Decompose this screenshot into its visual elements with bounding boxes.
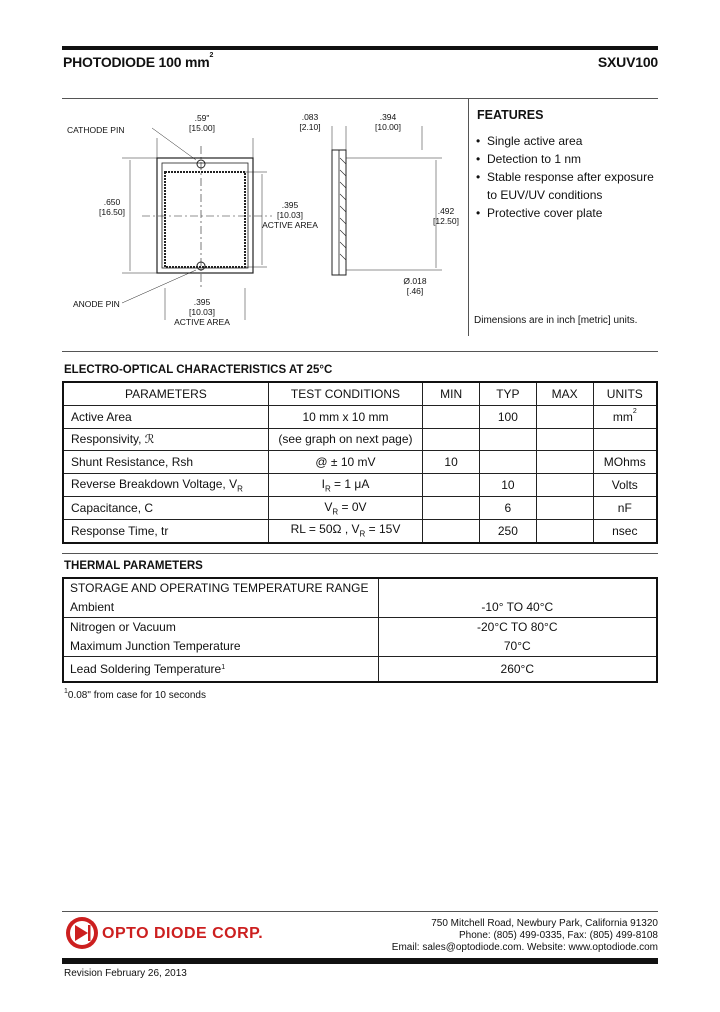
address: 750 Mitchell Road, Newbury Park, California 91320	[431, 918, 658, 929]
table-row: Nitrogen or Vacuum Maximum Junction Temperature -20°C TO 80°C 70°C	[63, 618, 657, 657]
divider	[62, 911, 658, 912]
col-header: TEST CONDITIONS	[268, 382, 423, 405]
active-area-outline	[165, 172, 245, 267]
table-row: Response Time, tr RL = 50Ω , $V_R = 15V$ 250 nsec	[63, 519, 657, 542]
feature-item: • Stable response after exposure to EUV/UV conditions	[476, 168, 667, 204]
part-number: SXUV100	[597, 54, 658, 70]
table-row: Responsivity, ℛ (see graph on next page)	[63, 428, 657, 451]
inner-dim: .395 [10.03] ACTIVE AREA	[262, 200, 318, 230]
height-dim: .650 [16.50]	[99, 197, 125, 217]
bottom-rule	[62, 958, 658, 964]
feature-item: • Protective cover plate	[476, 204, 667, 222]
electro-optical-title: ELECTRO-OPTICAL CHARACTERISTICS AT 25°C	[64, 364, 333, 376]
pin-diameter-dim: Ø.018 [.46]	[403, 276, 427, 296]
electro-optical-table	[62, 381, 658, 544]
table-row: Shunt Resistance, Rsh @ ± 10 mV 10 MOhms	[63, 451, 657, 474]
bottom-dim: .395 [10.03] ACTIVE AREA	[174, 297, 230, 327]
thermal-table	[62, 577, 658, 683]
email-website: Email: sales@optodiode.com. Website: www.optodiode.com	[391, 942, 658, 953]
dimensions-note: Dimensions are in inch [metric] units.	[474, 315, 638, 326]
package-inner	[162, 163, 248, 268]
feature-item: • Single active area	[476, 132, 667, 150]
side-width-dim: .394 [10.00]	[375, 112, 401, 132]
top-rule	[62, 46, 658, 50]
table-row: Capacitance, C $V_R = 0V$ 6 nF	[63, 496, 657, 519]
col-header: UNITS	[593, 382, 657, 405]
table-row: STORAGE AND OPERATING TEMPERATURE RANGE Ambient -10° TO 40°C	[63, 578, 657, 618]
divider	[468, 98, 469, 336]
table-row: Lead Soldering Temperature$^1$ 260°C	[63, 657, 657, 683]
col-header: MIN	[423, 382, 480, 405]
anode-pin-label: ANODE PIN	[73, 299, 120, 309]
divider	[62, 553, 658, 554]
thermal-title: THERMAL PARAMETERS	[64, 560, 203, 572]
side-height-dim: .492 [12.50]	[433, 206, 459, 226]
company-logo-text: OPTO DIODE CORP.	[102, 925, 264, 942]
feature-item: • Detection to 1 nm	[476, 150, 667, 168]
features-list	[476, 132, 667, 222]
cathode-pin-label: CATHODE PIN	[67, 125, 125, 135]
opto-diode-logo-icon	[64, 915, 100, 951]
table-row: Reverse Breakdown Voltage, $V_R$ $I_R = 1$ μA 10 Volts	[63, 474, 657, 497]
phone-fax: Phone: (805) 499-0335, Fax: (805) 499-8108	[458, 930, 658, 941]
col-header: PARAMETERS	[63, 382, 268, 405]
table-row: Active Area 10 mm x 10 mm 100 $mm^2$	[63, 405, 657, 428]
features-title: FEATURES	[477, 108, 544, 122]
page-title: PHOTODIODE 100 $mm^2$	[63, 52, 214, 70]
package-outline	[157, 158, 253, 273]
side-thickness-dim: .083 [2.10]	[299, 112, 321, 132]
divider	[62, 351, 658, 352]
col-header: TYP	[480, 382, 537, 405]
col-header: MAX	[536, 382, 593, 405]
footnote: $^1$0.08" from case for 10 seconds	[64, 688, 206, 701]
table-header-row	[63, 382, 657, 405]
top-width-dim: .59" [15.00]	[189, 113, 215, 133]
revision-date: Revision February 26, 2013	[64, 968, 187, 979]
